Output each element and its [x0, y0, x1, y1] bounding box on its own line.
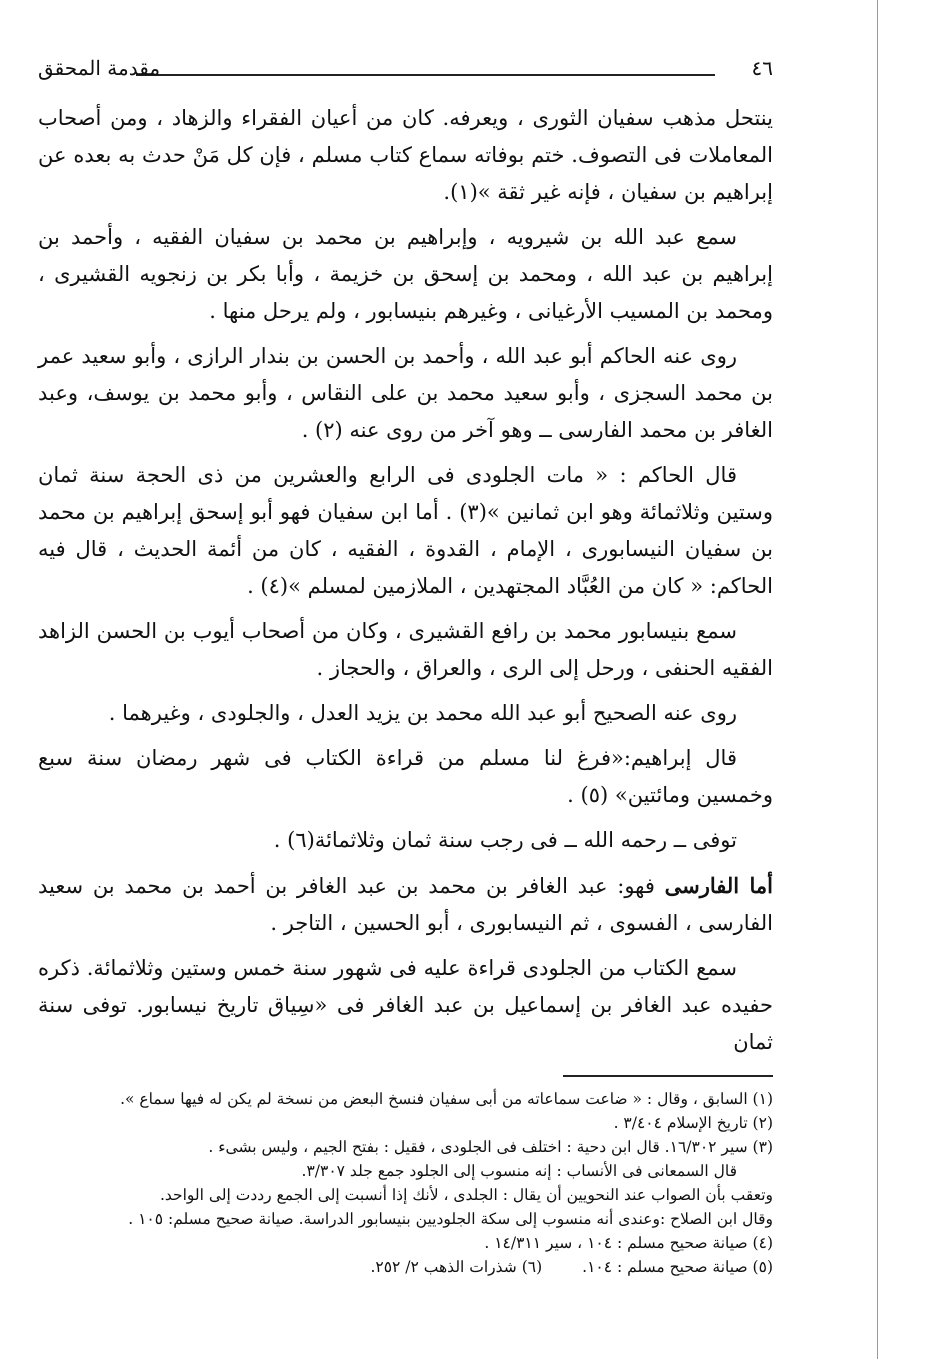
bold-lead: أما الفارسى [664, 873, 773, 898]
paragraph: توفى ــ رحمه الله ــ فى رجب سنة ثمان وثلاثمائة(٦) . [273, 828, 737, 852]
paragraph: قال الحاكم : « مات الجلودى فى الرابع والعشرين من ذى الحجة سنة ثمان وستين وثلاثمائة وهو ابن ثمانين »(٣) . أما ابن سفيان فهو أبو إسحق إبراهيم بن محمد بن سفيان النيسابورى ، الإمام ، القدوة ، الفقيه ، كان من أئمة الحديث ، قال فيه الحاكم: « كان من العُبَّاد المجتهدين ، الملازمين لمسلم »(٤) . [38, 463, 773, 598]
footnote: (١) السابق ، وقال : « ضاعت سماعاته من أبى سفيان فنسخ البعض من نسخة لم يكن له فيها سماع ». [120, 1089, 773, 1108]
paragraph: روى عنه الصحيح أبو عبد الله محمد بن يزيد العدل ، والجلودى ، وغيرهما . [108, 701, 737, 725]
footnote: (٢) تاريخ الإسلام ٣/٤٠٤ . [613, 1113, 773, 1132]
footnote-separator [563, 1075, 773, 1077]
footnote: (٥) صيانة صحيح مسلم : ١٠٤. [582, 1257, 773, 1276]
page-number: ٤٦ [751, 56, 773, 80]
document-page [38, 56, 773, 1279]
paragraph: سمع الكتاب من الجلودى قراءة عليه فى شهور سنة خمس وستين وثلاثمائة. ذكره حفيده عبد الغافر بن إسماعيل بن عبد الغافر فى «سِياق تاريخ نيسابور. توفى سنة ثمان [38, 956, 773, 1054]
footnote: (٣) سير ١٦/٣٠٢. قال ابن دحية : اختلف فى الجلودى ، فقيل : بفتح الجيم ، وليس بشىء . [208, 1137, 773, 1156]
footnote: (٦) شذرات الذهب ٢/ ٢٥٢. [370, 1257, 543, 1276]
footnote-continuation: وقال ابن الصلاح :وعندى أنه منسوب إلى سكة الجلوديين بنيسابور الدراسة. صيانة صحيح مسلم: ١٠٥ . [128, 1209, 773, 1228]
running-title: مقدمة المحقق [38, 56, 161, 80]
paragraph: سمع عبد الله بن شيرويه ، وإبراهيم بن محمد بن سفيان الفقيه ، وأحمد بن إبراهيم بن عبد الله ، ومحمد بن إسحق بن خزيمة ، وأبا بكر بن زنجويه القشيرى ، ومحمد بن المسيب الأرغيانى ، وغيرهم بنيسابور ، ولم يرحل منها . [38, 225, 773, 323]
header-rule [136, 74, 715, 76]
paragraph: ينتحل مذهب سفيان الثورى ، ويعرفه. كان من أعيان الفقراء والزهاد ، ومن أصحاب المعاملات فى التصوف. ختم بوفاته سماع كتاب مسلم ، فإن كل مَنْ حدث به بعده عن إبراهيم بن سفيان ، فإنه غير ثقة »(١). [38, 106, 773, 204]
footnote: (٤) صيانة صحيح مسلم : ١٠٤ ، سير ١٤/٣١١ . [484, 1233, 773, 1252]
page-edge-line [877, 0, 878, 1359]
footnote-continuation: وتعقب بأن الصواب عند النحويين أن يقال : الجلدى ، لأنك إذا أنسبت إلى الجمع رددت إلى الواحد. [159, 1185, 773, 1204]
footnote-row [38, 1255, 773, 1279]
paragraph [38, 867, 773, 942]
paragraph: روى عنه الحاكم أبو عبد الله ، وأحمد بن الحسن بن بندار الرازى ، وأبو سعيد عمر بن محمد السجزى ، وأبو سعيد محمد بن على النقاس ، وأبو محمد بن يوسف، وعبد الغافر بن محمد الفارسى ــ وهو آخر من روى عنه (٢) . [38, 344, 773, 442]
footnote-continuation: قال السمعانى فى الأنساب : إنه منسوب إلى الجلود جمع جلد ٣/٣٠٧. [301, 1161, 737, 1180]
paragraph: قال إبراهيم:«فرغ لنا مسلم من قراءة الكتاب فى شهر رمضان سنة سبع وخمسين ومائتين» (٥) . [38, 746, 773, 807]
paragraph: سمع بنيسابور محمد بن رافع القشيرى ، وكان من أصحاب أيوب بن الحسن الزاهد الفقيه الحنفى ، ورحل إلى الرى ، والعراق ، والحجاز . [38, 619, 773, 680]
main-text [38, 100, 773, 1061]
footnotes [38, 1087, 773, 1279]
page-header [38, 56, 773, 88]
paragraph-text: فهو: عبد الغافر بن محمد بن عبد الغافر بن أحمد بن محمد بن سعيد الفارسى ، الفسوى ، ثم النيسابورى ، أبو الحسين ، التاجر . [38, 874, 773, 935]
